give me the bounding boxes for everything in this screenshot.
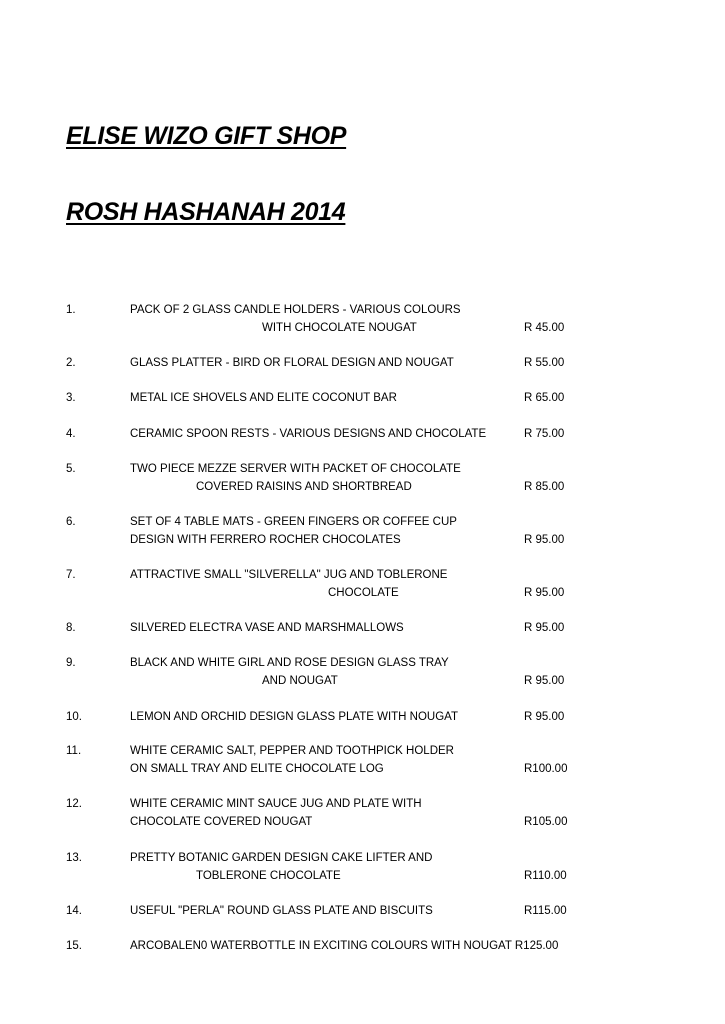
item-description-continued: WITH CHOCOLATE NOUGAT	[262, 322, 417, 334]
item-price: R 95.00	[524, 534, 565, 546]
item-description: PRETTY BOTANIC GARDEN DESIGN CAKE LIFTER AND	[130, 852, 433, 864]
item-number: 11.	[66, 745, 82, 757]
item-price: R105.00	[524, 816, 568, 828]
item-description-continued: DESIGN WITH FERRERO ROCHER CHOCOLATES	[130, 534, 401, 546]
item-number: 4.	[66, 428, 76, 440]
item-price: R 55.00	[524, 357, 565, 369]
item-number: 1.	[66, 304, 76, 316]
item-description: PACK OF 2 GLASS CANDLE HOLDERS - VARIOUS COLOURS	[130, 304, 461, 316]
item-description: ARCOBALEN0 WATERBOTTLE IN EXCITING COLOURS WITH NOUGAT R125.00	[130, 940, 559, 952]
item-number: 15.	[66, 940, 82, 952]
item-description: SET OF 4 TABLE MATS - GREEN FINGERS OR COFFEE CUP	[130, 516, 457, 528]
item-description: WHITE CERAMIC SALT, PEPPER AND TOOTHPICK HOLDER	[130, 745, 454, 757]
item-description-continued: CHOCOLATE COVERED NOUGAT	[130, 816, 313, 828]
item-description: USEFUL "PERLA" ROUND GLASS PLATE AND BISCUITS	[130, 905, 433, 917]
item-number: 7.	[66, 569, 76, 581]
item-description: TWO PIECE MEZZE SERVER WITH PACKET OF CHOCOLATE	[130, 463, 461, 475]
item-description-continued: CHOCOLATE	[328, 587, 399, 599]
item-description: LEMON AND ORCHID DESIGN GLASS PLATE WITH NOUGAT	[130, 711, 459, 723]
item-description-continued: ON SMALL TRAY AND ELITE CHOCOLATE LOG	[130, 763, 384, 775]
document-title: ELISE WIZO GIFT SHOP	[66, 122, 347, 150]
item-number: 12.	[66, 798, 82, 810]
item-description: METAL ICE SHOVELS AND ELITE COCONUT BAR	[130, 392, 397, 404]
item-number: 8.	[66, 622, 76, 634]
item-price: R100.00	[524, 763, 568, 775]
item-price: R 95.00	[524, 675, 565, 687]
item-description-continued: AND NOUGAT	[262, 675, 338, 687]
item-price: R110.00	[524, 870, 567, 882]
item-description: WHITE CERAMIC MINT SAUCE JUG AND PLATE WITH	[130, 798, 422, 810]
item-number: 13.	[66, 852, 82, 864]
item-price: R 85.00	[524, 481, 565, 493]
item-number: 6.	[66, 516, 76, 528]
item-number: 9.	[66, 657, 76, 669]
item-number: 10.	[66, 711, 82, 723]
item-price: R 95.00	[524, 587, 565, 599]
item-description: CERAMIC SPOON RESTS - VARIOUS DESIGNS AND CHOCOLATE	[130, 428, 487, 440]
item-description: SILVERED ELECTRA VASE AND MARSHMALLOWS	[130, 622, 404, 634]
item-description-continued: TOBLERONE CHOCOLATE	[196, 870, 341, 882]
item-number: 14.	[66, 905, 82, 917]
document-subtitle: ROSH HASHANAH 2014	[66, 198, 346, 226]
item-description: BLACK AND WHITE GIRL AND ROSE DESIGN GLASS TRAY	[130, 657, 449, 669]
item-price: R 65.00	[524, 392, 565, 404]
item-description: GLASS PLATTER - BIRD OR FLORAL DESIGN AND NOUGAT	[130, 357, 454, 369]
item-price: R 45.00	[524, 322, 565, 334]
item-description-continued: COVERED RAISINS AND SHORTBREAD	[196, 481, 412, 493]
item-price: R 75.00	[524, 428, 565, 440]
item-price: R 95.00	[524, 622, 565, 634]
item-description: ATTRACTIVE SMALL "SILVERELLA" JUG AND TOBLERONE	[130, 569, 448, 581]
item-number: 2.	[66, 357, 76, 369]
item-price: R 95.00	[524, 711, 565, 723]
item-number: 5.	[66, 463, 76, 475]
item-price: R115.00	[524, 905, 567, 917]
item-number: 3.	[66, 392, 76, 404]
